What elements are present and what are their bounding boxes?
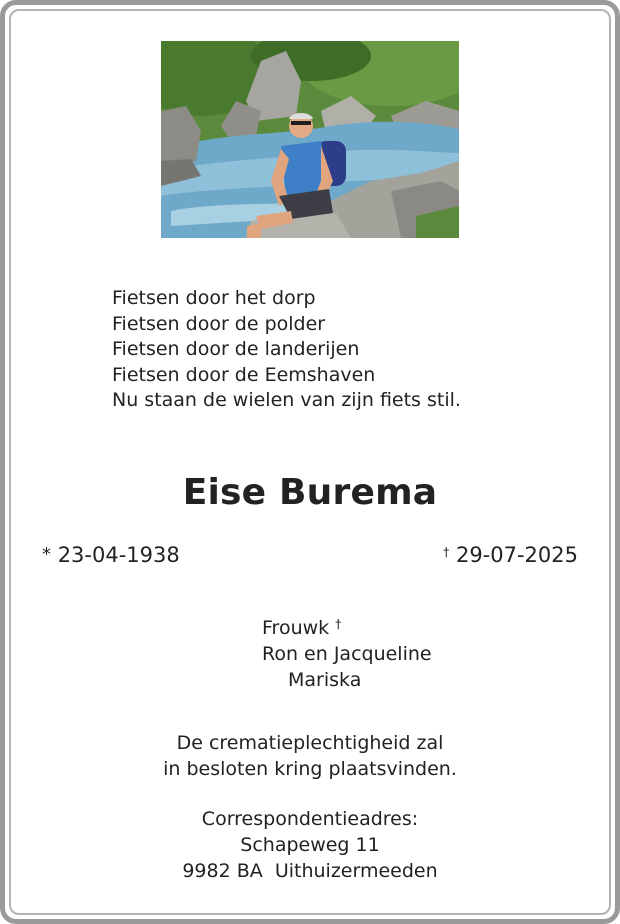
- birth-date-line: [42, 543, 180, 567]
- poem-line: Fietsen door de polder: [112, 312, 326, 335]
- portrait-photo: [161, 41, 459, 238]
- birth-date: 23-04-1938: [57, 543, 180, 567]
- ceremony-notice: [0, 730, 620, 782]
- family-member-line: Mariska: [288, 669, 362, 691]
- poem-line: Fietsen door het dorp: [112, 287, 316, 309]
- correspondence-street: Schapeweg 11: [240, 834, 380, 856]
- poem: [112, 286, 461, 414]
- family-member-line: Ron en Jacqueline: [262, 643, 432, 665]
- birth-symbol: *: [42, 544, 51, 565]
- correspondence-address: [0, 806, 620, 884]
- poem-line: Fietsen door de Eemshaven: [112, 363, 376, 386]
- correspondence-city: 9982 BA Uithuizermeeden: [182, 860, 438, 882]
- deceased-name: Eise Burema: [182, 472, 438, 513]
- family-member-line: [262, 611, 432, 641]
- death-date: 29-07-2025: [455, 543, 578, 567]
- poem-line: Nu staan de wielen van zijn fiets stil.: [112, 389, 461, 411]
- ceremony-line: De crematieplechtigheid zal: [176, 732, 444, 754]
- family-member-name: Frouwk: [262, 617, 330, 639]
- death-symbol: †: [443, 545, 450, 559]
- death-date-line: [443, 543, 578, 567]
- family-list: [262, 611, 432, 693]
- poem-line: Fietsen door de landerijen: [112, 338, 360, 360]
- deceased-symbol: †: [335, 617, 342, 631]
- ceremony-line: in besloten kring plaatsvinden.: [163, 758, 457, 780]
- correspondence-label: Correspondentieadres:: [201, 808, 419, 830]
